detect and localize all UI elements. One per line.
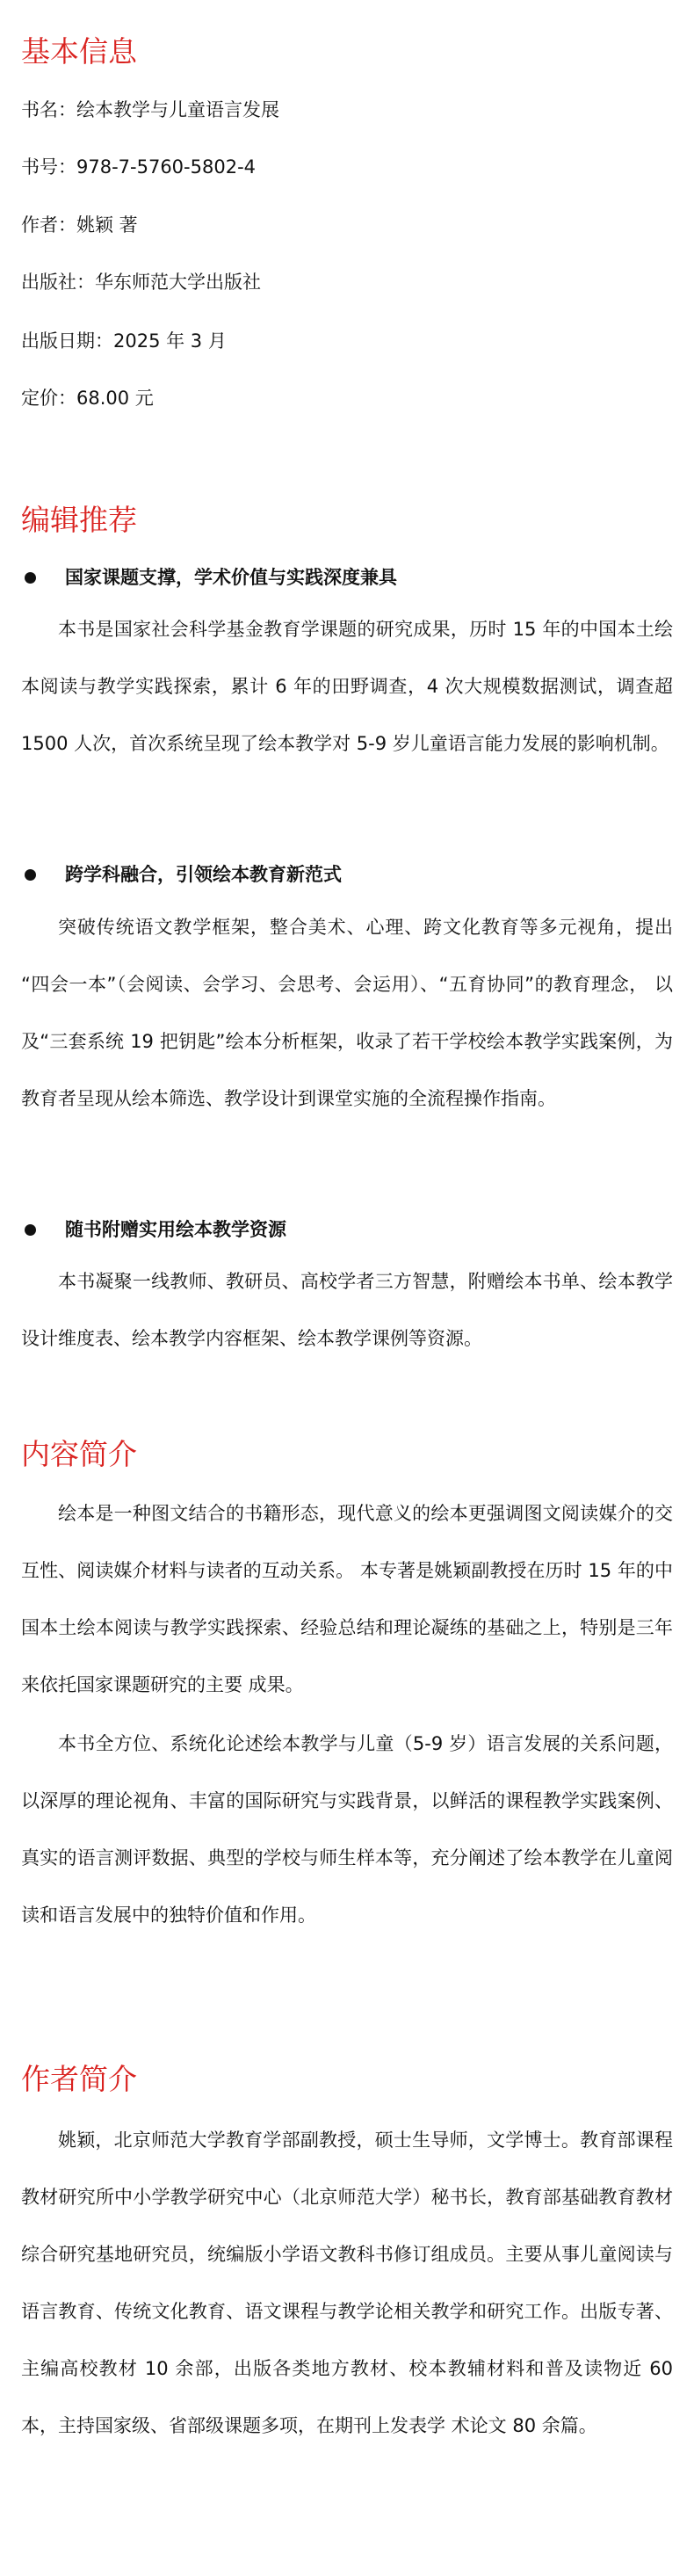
recommend-bullet-3 — [21, 1221, 673, 1239]
pub-date-line: 出版日期：2025 年 3 月 — [21, 330, 227, 352]
recommend-heading-3: 随书附赠实用绘本教学资源 — [65, 1219, 286, 1240]
author-line: 作者：姚颖 著 — [21, 214, 138, 236]
basic-info-title: 基本信息 — [21, 34, 137, 69]
publisher-line: 出版社：华东师范大学出版社 — [21, 272, 261, 293]
recommend-bullet-2 — [21, 866, 673, 884]
bullet-dot-icon — [25, 572, 36, 584]
recommend-text-3: 本书凝聚一线教师、教研员、高校学者三方智慧，附赠绘本书单、绘本教学设计维度表、绘本教学内容框架、绘本教学课例等资源。 — [21, 1271, 673, 1349]
author-intro-title: 作者简介 — [21, 2062, 137, 2096]
content-intro-title: 内容简介 — [21, 1437, 137, 1471]
bullet-dot-icon — [25, 869, 36, 881]
recommend-bullet-1 — [21, 569, 673, 587]
isbn-line: 书号：978-7-5760-5802-4 — [21, 156, 257, 178]
author-intro-para-1: 姚颖，北京师范大学教育学部副教授，硕士生导师，文学博士。教育部课程教材研究所中小学教学研究中心（北京师范大学）秘书长，教育部基础教育教材综合研究基地研究员，统编版小学语文教科书修订组成员。主要从事儿童阅读与语言教育、传统文化教育、语文课程与教学论相关教学和研究工作。出版专著、主编高校教材 10 余部，出版各类地方教材、校本教辅材料和普及读物近 60 本，主持国家级、省部级课题多项，在期刊上发表学 术论文 80 余篇。 — [21, 2130, 673, 2436]
recommend-heading-1: 国家课题支撑，学术价值与实践深度兼具 — [65, 567, 397, 588]
book-name-line: 书名：绘本教学与儿童语言发展 — [21, 99, 279, 120]
editor-recommend-title: 编辑推荐 — [21, 503, 137, 537]
recommend-heading-2: 跨学科融合，引领绘本教育新范式 — [65, 864, 342, 885]
recommend-text-1: 本书是国家社会科学基金教育学课题的研究成果，历时 15 年的中国本土绘本阅读与教学实践探索，累计 6 年的田野调查，4 次大规模数据测试，调查超 1500 人次，首次系统呈现了绘本教学对 5-9 岁儿童语言能力发展的影响机制。 — [21, 619, 673, 754]
content-intro-para-2: 本书全方位、系统化论述绘本教学与儿童（5-9 岁）语言发展的关系问题，以深厚的理论视角、丰富的国际研究与实践背景，以鲜活的课程教学实践案例、真实的语言测评数据、典型的学校与师生样本等，充分阐述了绘本教学在儿童阅读和语言发展中的独特价值和作用。 — [21, 1733, 673, 1926]
price-line: 定价：68.00 元 — [21, 388, 154, 409]
bullet-dot-icon — [25, 1224, 36, 1236]
recommend-text-2: 突破传统语文教学框架，整合美术、心理、跨文化教育等多元视角，提出 “四会一本”（会阅读、会学习、会思考、会运用）、“五育协同”的教育理念， 以及“三套系统 19 把钥匙”绘本分析框架，收录了若干学校绘本教学实践案例，为教育者呈现从绘本筛选、教学设计到课堂实施的全流程操作指南。 — [21, 917, 673, 1109]
content-intro-para-1: 绘本是一种图文结合的书籍形态，现代意义的绘本更强调图文阅读媒介的交互性、阅读媒介材料与读者的互动关系。 本专著是姚颖副教授在历时 15 年的中国本土绘本阅读与教学实践探索、经验总结和理论凝练的基础之上，特别是三年来依托国家课题研究的主要 成果。 — [21, 1503, 673, 1695]
